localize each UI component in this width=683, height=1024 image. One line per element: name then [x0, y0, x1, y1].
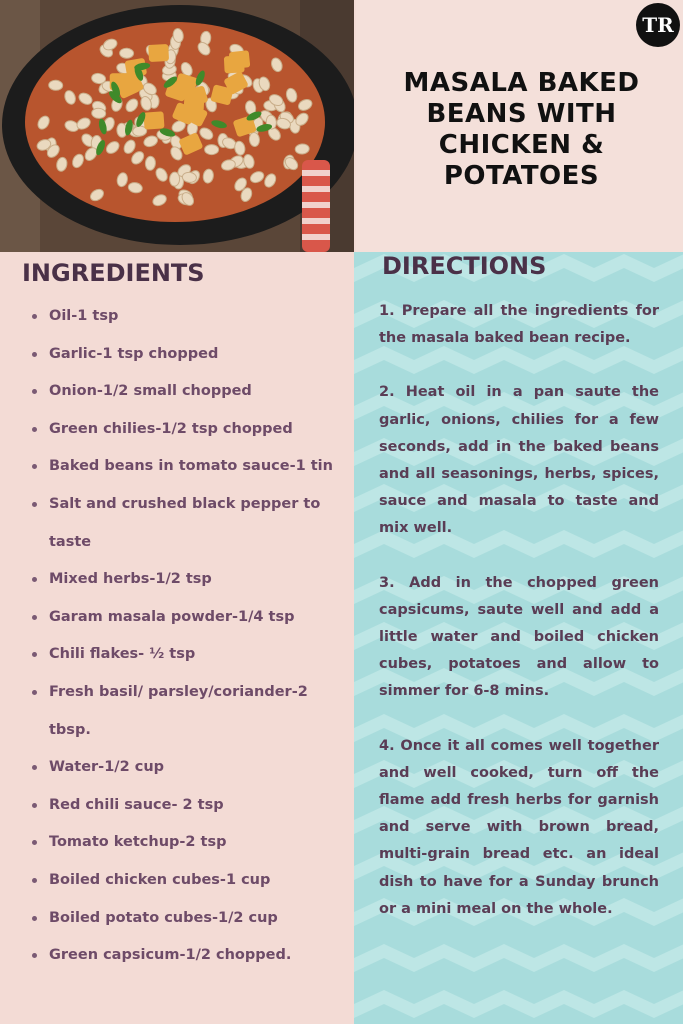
title-panel: [356, 0, 683, 252]
ingredient-item: Tomato ketchup-2 tsp: [28, 824, 348, 862]
ingredient-item: Baked beans in tomato sauce-1 tin: [28, 448, 348, 486]
direction-step-4: 4. Once it all comes well together and well cooked, turn off the flame add fresh herbs for garnish and serve with brown bread, multi-grain bread etc. an ideal dish to have for a Sunday brunch or a mini meal on the whole.: [379, 737, 659, 917]
ingredient-item: Garam masala powder-1/4 tsp: [28, 599, 348, 637]
direction-step-2: 2. Heat oil in a pan saute the garlic, onions, chilies for a few seconds, add in the baked beans and all seasonings, herbs, spices, sauce and masala to taste and mix well.: [379, 384, 659, 537]
ingredient-item: Fresh basil/ parsley/coriander-2 tbsp.: [28, 674, 348, 749]
ingredient-item: Water-1/2 cup: [28, 749, 348, 787]
ingredient-item: Onion-1/2 small chopped: [28, 373, 348, 411]
ingredient-item: Boiled potato cubes-1/2 cup: [28, 900, 348, 938]
directions-steps: [379, 298, 659, 950]
ingredient-item: Green chilies-1/2 tsp chopped: [28, 411, 348, 449]
ingredient-item: Boiled chicken cubes-1 cup: [28, 862, 348, 900]
ingredient-item: Chili flakes- ½ tsp: [28, 636, 348, 674]
ingredient-item: Salt and crushed black pepper to taste: [28, 486, 348, 561]
directions-panel: [354, 252, 683, 1024]
ingredients-panel: [0, 252, 354, 1024]
directions-heading: DIRECTIONS: [382, 252, 547, 280]
skillet-dish-illustration: [0, 0, 354, 252]
ingredient-item: Red chili sauce- 2 tsp: [28, 787, 348, 825]
logo-badge: TR: [636, 3, 680, 47]
food-photo: [0, 0, 354, 252]
ingredients-list: [28, 298, 348, 975]
recipe-title: MASALA BAKED BEANS WITH CHICKEN & POTATOES: [403, 68, 640, 191]
direction-step-3: 3. Add in the chopped green capsicums, saute well and add a little water and boiled chicken cubes, potatoes and allow to simmer for 6-8 mins.: [379, 574, 659, 700]
ingredient-item: Oil-1 tsp: [28, 298, 348, 336]
ingredient-item: Garlic-1 tsp chopped: [28, 336, 348, 374]
direction-step-1: 1. Prepare all the ingredients for the masala baked bean recipe.: [379, 303, 659, 347]
ingredients-heading: INGREDIENTS: [22, 259, 205, 287]
ingredient-item: Mixed herbs-1/2 tsp: [28, 561, 348, 599]
ingredient-item: Green capsicum-1/2 chopped.: [28, 937, 348, 975]
